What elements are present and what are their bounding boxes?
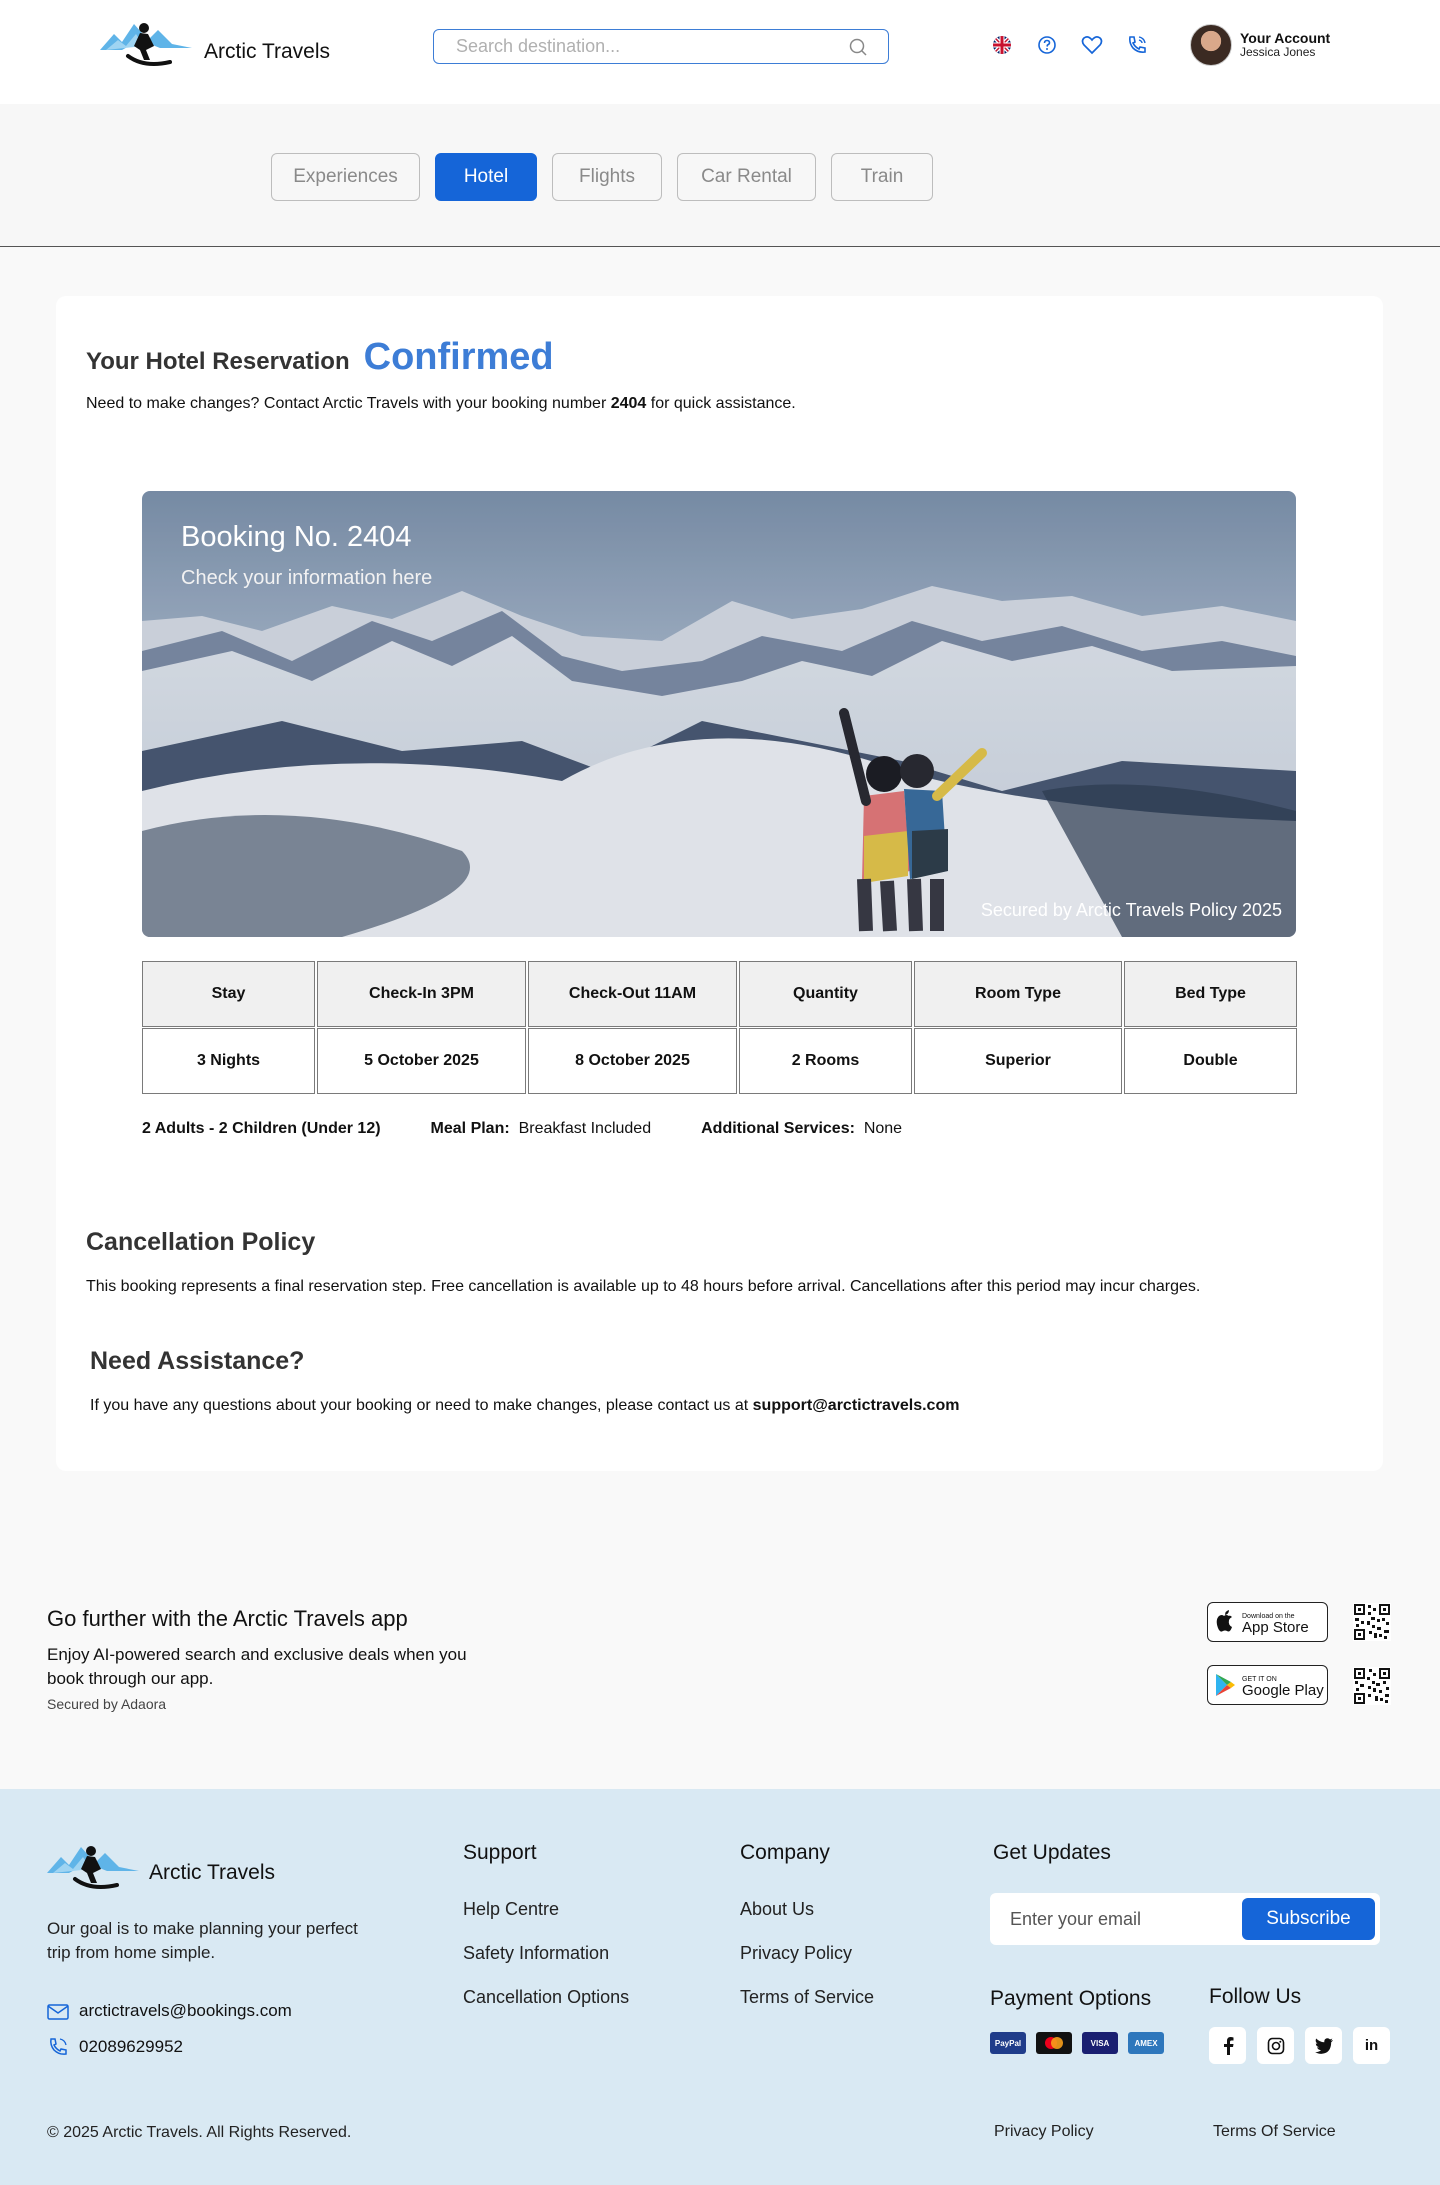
updates-title: Get Updates	[993, 1841, 1111, 1864]
cancellation-options-link[interactable]: Cancellation Options	[463, 1987, 630, 2007]
assistance-text	[90, 1397, 959, 1415]
social-links	[1209, 2027, 1390, 2064]
footer-phone[interactable]	[47, 2035, 183, 2059]
phone-icon[interactable]	[1125, 33, 1148, 56]
banner-subtitle: Check your information here	[181, 567, 433, 589]
instagram-icon[interactable]	[1257, 2027, 1294, 2064]
company-title: Company	[740, 1841, 830, 1864]
footer-phone-text: 02089629952	[79, 2037, 184, 2056]
app-store-button[interactable]	[1207, 1602, 1328, 1642]
help-centre-link[interactable]: Help Centre	[463, 1899, 560, 1919]
follow-us-title: Follow Us	[1209, 1985, 1302, 2008]
uk-flag-icon[interactable]	[990, 33, 1013, 56]
google-play-small-text: GET IT ON	[1242, 1676, 1277, 1683]
booking-number: 2404	[610, 395, 647, 412]
app-store-big-text: App Store	[1242, 1619, 1309, 1636]
reservation-status: Confirmed	[363, 336, 554, 378]
newsletter-form	[990, 1893, 1380, 1945]
cancellation-title: Cancellation Policy	[86, 1228, 316, 1256]
site-header	[0, 0, 1440, 104]
booking-banner	[142, 491, 1296, 937]
avatar	[1190, 24, 1232, 66]
privacy-policy-link[interactable]: Privacy Policy	[740, 1943, 853, 1963]
table-cell: 2 Rooms	[739, 1028, 912, 1094]
brand-logo[interactable]	[100, 16, 330, 72]
table-cell: Double	[1124, 1028, 1297, 1094]
booking-details-table	[142, 961, 1299, 1095]
account-title: Your Account	[1240, 30, 1331, 46]
mountain-photo	[142, 491, 1296, 937]
booking-extras	[142, 1120, 952, 1138]
table-header: Bed Type	[1124, 961, 1297, 1027]
table-header: Stay	[142, 961, 315, 1027]
guests-info: 2 Adults - 2 Children (Under 12)	[142, 1120, 381, 1137]
qr-code-icon	[1353, 1603, 1391, 1641]
mail-icon	[47, 1999, 71, 2023]
site-footer	[0, 1789, 1440, 2185]
reservation-subtext	[86, 395, 796, 413]
table-cell: 3 Nights	[142, 1028, 315, 1094]
paypal-icon: PayPal	[990, 2032, 1026, 2054]
table-header: Check-Out 11AM	[528, 961, 737, 1027]
tab-train[interactable]: Train	[831, 153, 933, 201]
table-header: Room Type	[914, 961, 1122, 1027]
newsletter-email-input[interactable]	[990, 1909, 1242, 1930]
snowboarder-logo-icon	[100, 16, 192, 72]
reservation-heading	[86, 336, 554, 379]
google-play-button[interactable]	[1207, 1665, 1328, 1705]
visa-icon: VISA	[1082, 2032, 1118, 2054]
services-label: Additional Services:	[701, 1120, 855, 1137]
terms-of-service-link[interactable]: Terms of Service	[740, 1987, 875, 2007]
subscribe-button[interactable]: Subscribe	[1242, 1898, 1375, 1940]
support-title: Support	[463, 1841, 537, 1864]
table-header: Quantity	[739, 961, 912, 1027]
services-value: None	[863, 1120, 903, 1137]
meal-plan-label: Meal Plan:	[430, 1120, 510, 1137]
google-play-big-text: Google Play	[1242, 1682, 1324, 1699]
assistance-title: Need Assistance?	[90, 1347, 305, 1375]
app-promo-title: Go further with the Arctic Travels app	[47, 1606, 408, 1631]
app-store-small-text: Download on the	[1242, 1613, 1295, 1620]
twitter-icon[interactable]	[1305, 2027, 1342, 2064]
safety-info-link[interactable]: Safety Information	[463, 1943, 610, 1963]
tab-hotel[interactable]: Hotel	[435, 153, 537, 201]
google-play-icon	[1214, 1673, 1236, 1697]
reservation-card	[56, 296, 1383, 1471]
footer-email[interactable]	[47, 1999, 292, 2023]
brand-name: Arctic Travels	[204, 40, 331, 63]
reservation-title: Your Hotel Reservation	[86, 348, 350, 375]
facebook-icon[interactable]	[1209, 2027, 1246, 2064]
search-bar	[433, 29, 889, 64]
copyright: © 2025 Arctic Travels. All Rights Reserved.	[47, 2124, 352, 2141]
subtext-after: for quick assistance.	[646, 395, 796, 412]
tab-flights[interactable]: Flights	[552, 153, 662, 201]
account-name: Jessica Jones	[1240, 45, 1316, 59]
footer-brand-logo[interactable]	[47, 1839, 275, 1895]
table-cell: Superior	[914, 1028, 1122, 1094]
meal-plan-value: Breakfast Included	[518, 1120, 652, 1137]
apple-icon	[1214, 1610, 1236, 1634]
about-us-link[interactable]: About Us	[740, 1899, 815, 1919]
header-icons	[990, 33, 1148, 56]
mastercard-icon	[1036, 2032, 1072, 2054]
footer-about: Our goal is to make planning your perfect trip from home simple.	[47, 1919, 358, 1962]
amex-icon: AMEX	[1128, 2032, 1164, 2054]
qr-code-icon	[1353, 1667, 1391, 1705]
heart-icon[interactable]	[1080, 33, 1103, 56]
table-header: Check-In 3PM	[317, 961, 526, 1027]
app-promo-text: Enjoy AI-powered search and exclusive deals when you book through our app.	[47, 1645, 467, 1688]
booking-tabs	[0, 104, 1440, 247]
account-menu[interactable]	[1190, 24, 1330, 66]
bottom-privacy-link[interactable]: Privacy Policy	[994, 2123, 1094, 2140]
footer-brand-name: Arctic Travels	[149, 1861, 276, 1884]
app-promo-secured: Secured by Adaora	[47, 1696, 167, 1712]
linkedin-icon[interactable]: in	[1353, 2027, 1390, 2064]
payment-cards	[990, 2032, 1164, 2054]
footer-email-text: arctictravels@bookings.com	[79, 2001, 292, 2020]
tab-car-rental[interactable]: Car Rental	[677, 153, 816, 201]
search-icon[interactable]	[848, 37, 868, 57]
payment-options-title: Payment Options	[990, 1987, 1152, 2010]
help-icon[interactable]	[1035, 33, 1058, 56]
bottom-terms-link[interactable]: Terms Of Service	[1213, 2123, 1336, 2140]
snowboarder-logo-icon	[47, 1839, 139, 1895]
table-cell: 5 October 2025	[317, 1028, 526, 1094]
tab-experiences[interactable]: Experiences	[271, 153, 420, 201]
subtext-before: Need to make changes? Contact Arctic Travels with your booking number	[86, 395, 611, 412]
table-cell: 8 October 2025	[528, 1028, 737, 1094]
cancellation-text: This booking represents a final reservation step. Free cancellation is available up to 48 hours before arrival. Cancellations after this period may incur charges.	[86, 1278, 1201, 1295]
support-email-link[interactable]: support@arctictravels.com	[752, 1397, 960, 1414]
phone-icon	[47, 2035, 71, 2059]
search-input[interactable]	[456, 36, 848, 57]
banner-title: Booking No. 2404	[181, 521, 412, 553]
assistance-text-before: If you have any questions about your booking or need to make changes, please contact us at	[90, 1397, 753, 1414]
banner-secured-text: Secured by Arctic Travels Policy 2025	[980, 900, 1282, 920]
